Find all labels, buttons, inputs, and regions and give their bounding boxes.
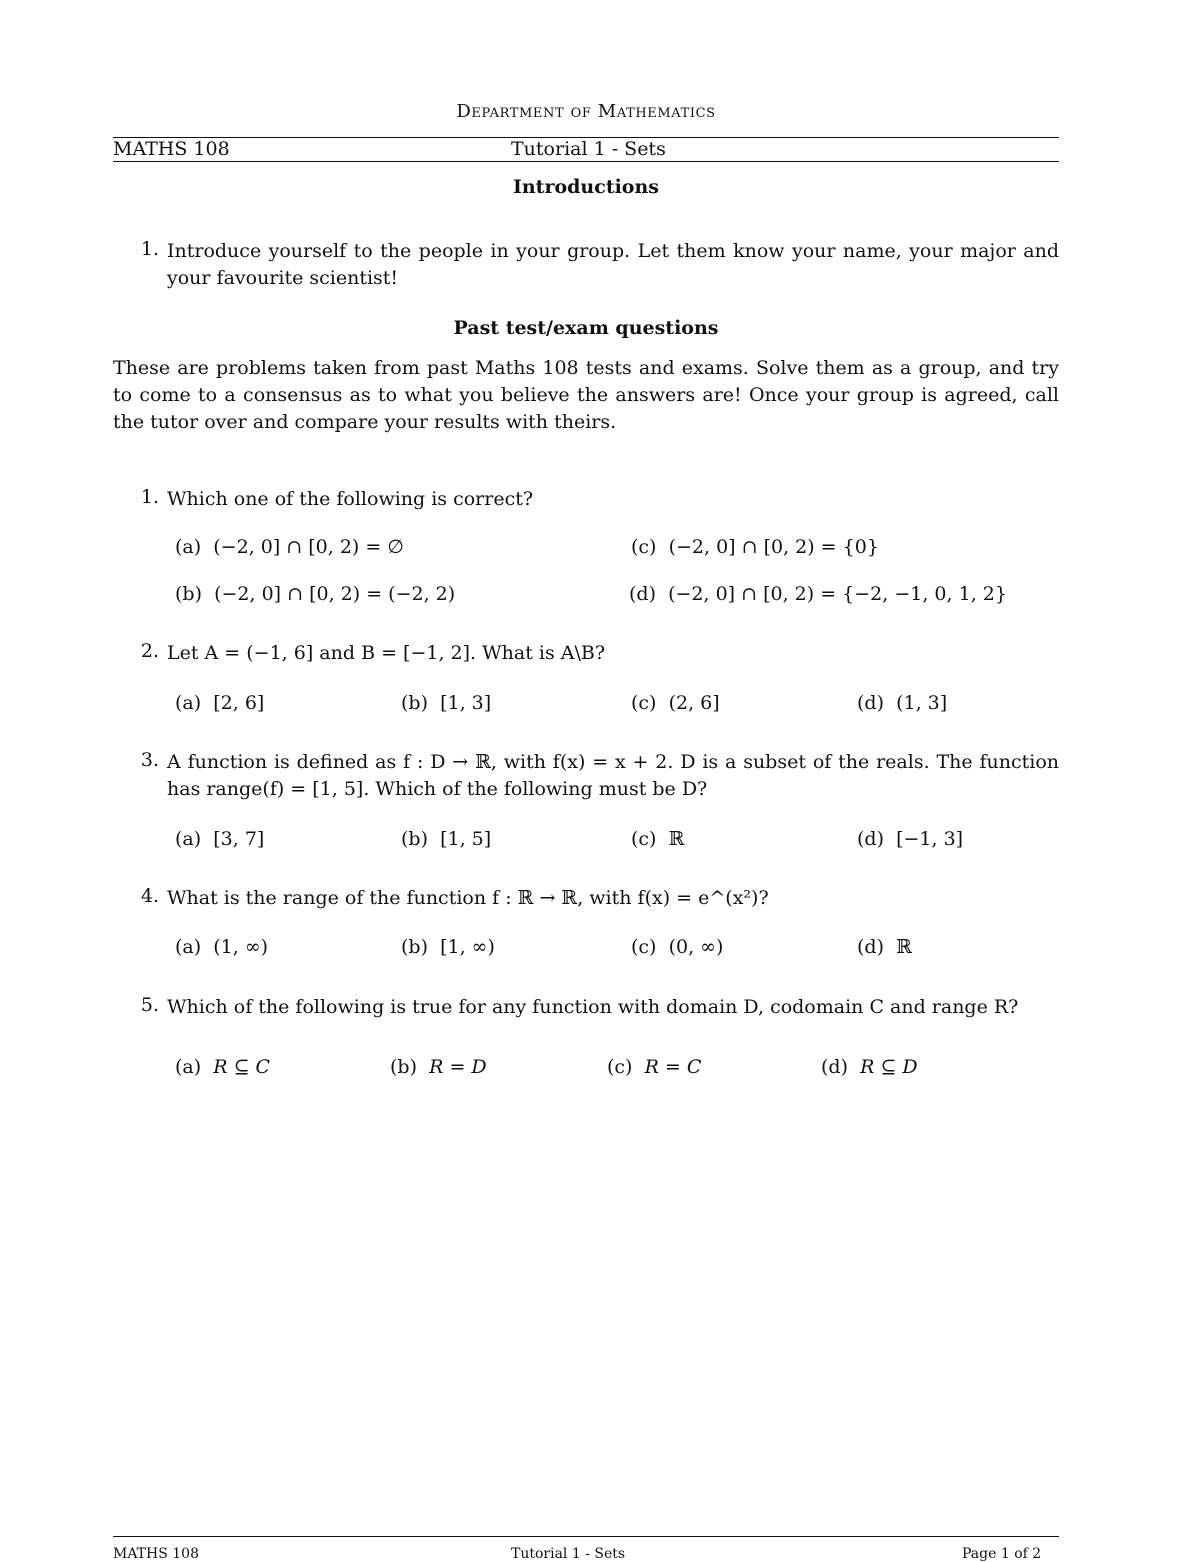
question-3-number: 3. [140,749,159,771]
option-label: (a) [175,692,202,714]
question-2-number: 2. [140,640,159,662]
option-label: (b) [401,828,428,850]
tutorial-title: Tutorial 1 - Sets [511,138,666,160]
option-label: (c) [631,828,657,850]
course-code: MATHS 108 [113,138,230,160]
option-label: (a) [175,536,202,558]
question-5-option-c [607,1056,701,1078]
option-label: (c) [607,1056,633,1078]
option-label: (b) [390,1056,417,1078]
question-4-number: 4. [140,885,159,907]
question-3-text: A function is defined as f : D → ℝ, with f(x) = x + 2. D is a subset of the reals. The function has range(f) = [1, 5]. Which of the following must be D? [167,751,1059,800]
option-label: (d) [629,583,656,605]
question-5-option-a [175,1056,270,1078]
past-questions-paragraph: These are problems taken from past Maths 108 tests and exams. Solve them as a group, and try to come to a consensus as to what you believe the answers are! Once your group is agreed, call the tutor over and compare your results with theirs. [113,357,1059,433]
option-label: (a) [175,828,202,850]
option-text: (1, ∞) [213,936,269,958]
question-2-option-d [857,692,947,714]
section-past-questions-heading: Past test/exam questions [453,317,719,339]
option-text: ℝ [896,936,912,958]
option-text: (−2, 0] ∩ [0, 2) = ∅ [213,536,404,558]
option-text: (0, ∞) [668,936,724,958]
question-1-text: Which one of the following is correct? [167,488,534,510]
option-text: (−2, 0] ∩ [0, 2) = (−2, 2) [214,583,456,605]
option-label: (d) [857,692,884,714]
question-5-option-b [390,1056,487,1078]
question-1-option-a [175,536,404,558]
option-label: (d) [857,936,884,958]
option-text: R = D [429,1056,487,1078]
option-label: (a) [175,936,202,958]
option-label: (b) [401,936,428,958]
option-text: [2, 6] [213,692,265,714]
question-1-option-d [629,583,1007,605]
option-label: (b) [401,692,428,714]
question-2-text: Let A = (−1, 6] and B = [−1, 2]. What is A\B? [167,642,606,664]
option-label: (c) [631,536,657,558]
option-label: (c) [631,936,657,958]
question-1-option-c [631,536,879,558]
option-text: R = C [644,1056,702,1078]
intro-item-number: 1. [140,238,159,260]
question-3-option-c [631,828,684,850]
option-text: (−2, 0] ∩ [0, 2) = {0} [668,536,879,558]
option-text: [3, 7] [213,828,265,850]
department-text: Department of Mathematics [456,101,716,122]
question-3-option-d [857,828,963,850]
question-4-option-a [175,936,268,958]
section-introductions-heading: Introductions [512,176,659,198]
question-5-text: Which of the following is true for any function with domain D, codomain C and range R? [167,996,1019,1018]
question-1-option-b [175,583,455,605]
question-2-option-b [401,692,491,714]
option-text: [1, 5] [440,828,492,850]
option-text: (−2, 0] ∩ [0, 2) = {−2, −1, 0, 1, 2} [668,583,1007,605]
option-label: (d) [857,828,884,850]
option-label: (d) [821,1056,848,1078]
question-4-option-d [857,936,912,958]
question-4-option-b [401,936,495,958]
question-5-number: 5. [140,994,159,1016]
header-rule-bottom [113,161,1059,162]
option-text: [1, ∞) [440,936,495,958]
option-label: (a) [175,1056,202,1078]
question-3-option-b [401,828,491,850]
question-2-option-a [175,692,264,714]
option-text: (1, 3] [896,692,948,714]
option-label: (b) [175,583,202,605]
footer-page-number: Page 1 of 2 [962,1546,1042,1562]
option-text: ℝ [668,828,685,850]
option-label: (c) [631,692,657,714]
footer-title: Tutorial 1 - Sets [511,1546,626,1562]
question-1-number: 1. [140,486,159,508]
option-text: [−1, 3] [896,828,964,850]
option-text: [1, 3] [440,692,492,714]
question-4-text: What is the range of the function f : ℝ → ℝ, with f(x) = e^(x²)? [167,887,769,909]
option-text: (2, 6] [668,692,720,714]
department-heading [0,101,1172,122]
question-3-option-a [175,828,264,850]
footer-course: MATHS 108 [113,1546,199,1562]
question-2-option-c [631,692,720,714]
option-text: R ⊆ C [213,1056,271,1078]
footer-rule [113,1536,1059,1537]
intro-item-text: Introduce yourself to the people in your group. Let them know your name, your major and your favourite scientist! [167,240,1059,289]
option-text: R ⊆ D [860,1056,918,1078]
question-4-option-c [631,936,723,958]
question-5-option-d [821,1056,918,1078]
